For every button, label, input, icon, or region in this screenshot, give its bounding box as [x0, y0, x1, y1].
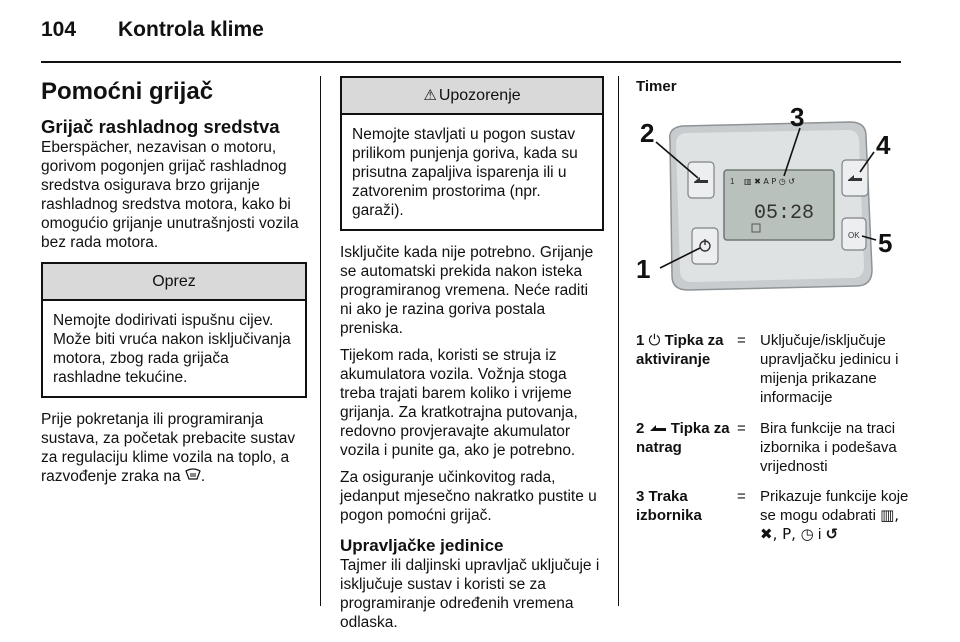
display-corner: 1: [730, 177, 735, 186]
callout-3: 3: [790, 102, 805, 132]
caution-title: Oprez: [43, 264, 305, 301]
definition-desc-2: Bira funkcije na traci izbornika i podešava vrijednosti: [760, 420, 897, 475]
start-paragraph-end: .: [200, 468, 206, 485]
power-icon: ⏻: [648, 332, 661, 349]
equals-sign: =: [737, 332, 746, 349]
definition-row-1: [636, 331, 906, 421]
term-number: 2: [636, 420, 645, 437]
definition-desc-3-text: Prikazuje funkcije koje se mogu odabrati: [760, 488, 909, 524]
and-word: i: [817, 526, 822, 543]
definition-desc-1: Uključuje/isključuje upravljačku jedinicu i mijenja prikazane informacije: [760, 332, 899, 406]
term-number: 3: [636, 488, 645, 505]
paragraph-monthly: Za osiguranje učinkovitog rada, jedanput mjesečno nakratko pustite u pogon pomoćni grijač.: [340, 469, 597, 524]
definition-term-3: [636, 487, 734, 525]
equals-sign: =: [737, 420, 746, 437]
definition-row-3: [636, 487, 909, 577]
intro-paragraph: Eberspächer, nezavisan o motoru, gorivom pogonjen grijač rashladnog sredstva osigurava brzo grijanje rashladnog sredstva motora, kako bi omogućio grijanje unutrašnjosti vozila bez rada motora.: [41, 139, 299, 251]
display-time: 05:28: [754, 202, 815, 225]
back-arrow-icon: [649, 419, 667, 438]
display-menu-icons: ▥ ✖ A P ◷ ↺: [744, 177, 795, 186]
paragraph-battery: Tijekom rada, koristi se struja iz akumulatora vozila. Vožnja stoga treba trajati barem koliko i vrijeme grijanja. Za kratkotrajna putovanja, redovno provjeravajte akumulator vozila i punite ga, ako je potrebno.: [340, 347, 578, 459]
paragraph-switch-off: Isključite kada nije potrebno. Grijanje se automatski prekida nakon isteka programiranog vremena. Neće raditi ni ako je razina goriva postala preniska.: [340, 244, 594, 337]
warning-triangle-icon: ⚠: [423, 87, 437, 104]
caution-box: [41, 262, 307, 398]
definition-desc-3: [760, 487, 910, 544]
warning-header: [342, 78, 602, 115]
column-2: [340, 78, 604, 640]
paragraph-control-units: Tajmer ili daljinski upravljač uključuje i isključuje sustav i koristi se za programiranje određenih vremena odlaska.: [340, 557, 600, 631]
term-text: Traka izbornika: [636, 488, 702, 524]
column-separator-2: [618, 76, 619, 606]
start-paragraph: [41, 410, 307, 486]
ok-key-label: OK: [848, 231, 860, 240]
timer-figure: [636, 100, 900, 316]
chapter-title: Kontrola klime: [118, 18, 264, 41]
air-distribution-windscreen-icon: [185, 467, 201, 486]
menu-icons-list: ▥, ✖, P, ◷: [760, 506, 900, 543]
callout-1: 1: [636, 254, 651, 284]
refresh-icon: ↺: [825, 525, 839, 543]
equals-sign: =: [737, 488, 746, 505]
callout-5: 5: [878, 228, 893, 258]
warning-text: Nemojte stavljati u pogon sustav prilikom punjenja goriva, kada su prisutna zapaljiva isparenja ili u zatvorenim prostorima (npr. garaži).: [352, 126, 578, 219]
callout-2: 2: [640, 118, 655, 148]
definition-term-2: [636, 419, 734, 457]
column-1: [41, 78, 307, 494]
warning-title: Upozorenje: [438, 87, 521, 104]
definition-term-1: [636, 331, 734, 369]
page-number: 104: [41, 18, 77, 41]
start-paragraph-text: Prije pokretanja ili programiranja sustava, za početak prebacite sustav za regulaciju klime vozila na toplo, a razvođenje zraka na: [41, 411, 296, 485]
term-text: Tipka za natrag: [636, 420, 730, 456]
section-heading: Pomoćni grijač: [41, 78, 214, 105]
timer-title: Timer: [636, 78, 677, 95]
callout-4: 4: [876, 130, 891, 160]
column-separator-1: [320, 76, 321, 606]
subsection-heading: Grijač rashladnog sredstva: [41, 116, 280, 137]
control-units-heading: Upravljačke jedinice: [340, 536, 504, 555]
term-number: 1: [636, 332, 645, 349]
caution-text: Nemojte dodirivati ispušnu cijev. Može biti vruća nakon isključivanja motora, zbog rada grijača rashladne tekućine.: [53, 312, 291, 386]
warning-box: [340, 76, 604, 231]
term-text: Tipka za aktiviranje: [636, 332, 724, 368]
definition-row-2: [636, 419, 906, 489]
header-rule: [41, 61, 901, 63]
